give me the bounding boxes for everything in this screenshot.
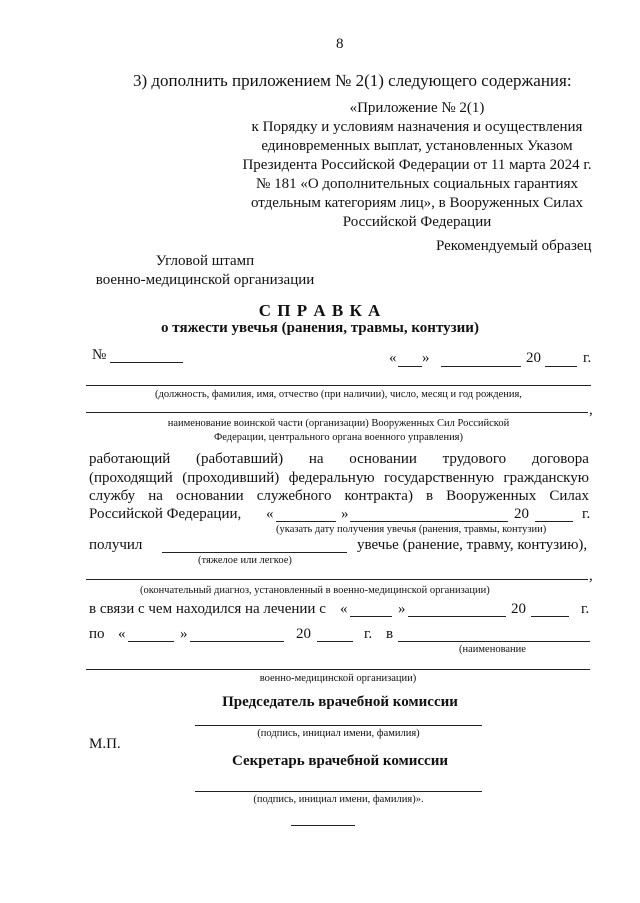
end-year-prefix: 20 (296, 626, 311, 642)
treatment-date-open: « (340, 601, 348, 617)
hint-unit-2: Федерации, центрального органа военного управления) (213, 432, 464, 443)
injury-year-prefix: 20 (514, 506, 529, 522)
hint-unit-1: наименование воинской части (организации) Вооруженных Сил Российской (167, 418, 510, 429)
hint-name: (наименование (459, 644, 526, 655)
para-word: на (148, 488, 163, 504)
treatment-day-field[interactable] (350, 616, 392, 617)
hint-date-injury: (указать дату получения увечья (ранения, травмы, контузии) (276, 524, 547, 535)
chairman-sign-field[interactable] (195, 725, 482, 726)
para-word: основании (175, 488, 244, 504)
para-word: Вооруженных (446, 488, 537, 504)
appendix-line: «Приложение № 2(1) (349, 100, 485, 116)
para-word: Силах (549, 488, 589, 504)
end-month-field[interactable] (190, 641, 284, 642)
document-title: С П Р А В К А (258, 301, 382, 320)
para-word: (проходивший) (182, 470, 280, 486)
severity-field[interactable] (162, 552, 347, 553)
treatment-text: в связи с чем находился на лечении с (89, 601, 326, 617)
treatment-year-suffix: г. (581, 601, 590, 617)
diagnosis-field[interactable] (86, 579, 588, 580)
para-word: служебного (256, 488, 332, 504)
received-tail: увечье (ранение, травму, контузию), (357, 537, 588, 553)
chairman-title: Председатель врачебной комиссии (222, 694, 458, 710)
hint-sign-chairman: (подпись, инициал имени, фамилия) (257, 728, 420, 739)
para-word: службу (89, 488, 136, 504)
para-line-3 (89, 488, 589, 505)
treatment-year-prefix: 20 (511, 601, 526, 617)
para-word: в (426, 488, 434, 504)
para-word: на (308, 451, 324, 467)
end-year-suffix: г. (364, 626, 373, 642)
stamp-line-2: военно-медицинской организации (95, 272, 315, 288)
comma-diagnosis: , (589, 568, 593, 584)
org-field[interactable] (86, 669, 590, 670)
para-line-1 (89, 451, 589, 468)
injury-year-field[interactable] (535, 521, 573, 522)
year-prefix: 20 (526, 350, 541, 366)
document-subtitle: о тяжести увечья (ранения, травмы, контузии) (161, 320, 479, 336)
injury-year-suffix: г. (582, 506, 591, 522)
received-label: получил (89, 537, 143, 553)
appendix-line: № 181 «О дополнительных социальных гарантиях (256, 176, 578, 192)
para-word: основании (349, 451, 417, 467)
hint-diagnosis: (окончательный диагноз, установленный в военно-медицинской организации) (140, 585, 490, 596)
org-name-field[interactable] (398, 641, 590, 642)
person-field[interactable] (86, 385, 591, 386)
para-line-4-text: Российской Федерации, (89, 506, 242, 522)
injury-day-field[interactable] (276, 521, 336, 522)
para-word: гражданскую (503, 470, 589, 486)
appendix-line: Российской Федерации (342, 214, 492, 230)
v-label: в (386, 626, 394, 642)
unit-field[interactable] (86, 412, 588, 413)
injury-date-close: » (341, 506, 349, 522)
comma: , (589, 402, 593, 418)
secretary-title: Секретарь врачебной комиссии (231, 753, 448, 769)
para-word: федеральную (288, 470, 375, 486)
para-word: (работавший) (196, 451, 284, 467)
appendix-line: отдельным категориям лиц», в Вооруженных Силах (251, 195, 583, 211)
appendix-line: единовременных выплат, установленных Указом (261, 138, 573, 154)
treatment-date-close: » (398, 601, 406, 617)
appendix-line: Президента Российской Федерации от 11 марта 2024 г. (242, 157, 592, 173)
hint-org: военно-медицинской организации) (259, 673, 417, 684)
para-word: трудового (442, 451, 507, 467)
corner-stamp (90, 252, 320, 290)
hint-sign-secretary: (подпись, инициал имени, фамилия)». (253, 794, 424, 805)
end-day-field[interactable] (128, 641, 174, 642)
number-sign: № (92, 347, 107, 363)
end-date-open: « (118, 626, 126, 642)
year-field[interactable] (545, 366, 577, 367)
page-number: 8 (336, 36, 344, 52)
appendix-line: к Порядку и условиям назначения и осуществления (251, 119, 583, 135)
day-field[interactable] (398, 366, 422, 367)
end-year-field[interactable] (317, 641, 353, 642)
intro-text: 3) дополнить приложением № 2(1) следующего содержания: (133, 71, 572, 90)
date-open-quote: « (389, 350, 397, 366)
treatment-month-field[interactable] (408, 616, 506, 617)
treatment-year-field[interactable] (531, 616, 569, 617)
stamp-place: М.П. (89, 736, 121, 752)
hint-person: (должность, фамилия, имя, отчество (при наличии), число, месяц и год рождения, (155, 389, 522, 400)
po-label: по (89, 626, 105, 642)
recommended-sample: Рекомендуемый образец (436, 238, 592, 254)
month-field[interactable] (441, 366, 521, 367)
date-close-quote: » (422, 350, 430, 366)
para-word: договора (531, 451, 589, 467)
year-suffix: г. (583, 350, 592, 366)
injury-date-open: « (266, 506, 274, 522)
para-word: работающий (89, 451, 171, 467)
injury-month-field[interactable] (350, 521, 508, 522)
hint-severity: (тяжелое или легкое) (198, 555, 292, 566)
stamp-line-1: Угловой штамп (155, 253, 255, 269)
para-line-2 (89, 470, 589, 487)
end-date-close: » (180, 626, 188, 642)
end-divider (291, 825, 355, 826)
secretary-sign-field[interactable] (195, 791, 482, 792)
appendix-header (232, 99, 602, 232)
para-word: контракта) (344, 488, 413, 504)
para-word: государственную (383, 470, 495, 486)
number-field[interactable] (110, 362, 183, 363)
para-word: (проходящий (89, 470, 173, 486)
